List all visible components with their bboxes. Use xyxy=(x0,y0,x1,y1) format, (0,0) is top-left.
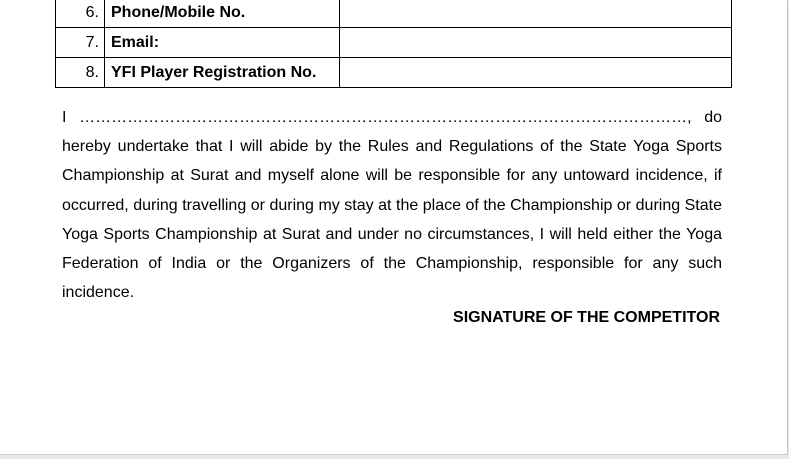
email-value-cell[interactable] xyxy=(340,28,732,58)
table-row-registration xyxy=(56,58,732,88)
registration-value-cell[interactable] xyxy=(340,58,732,88)
row-number: 6. xyxy=(56,0,105,28)
row-number: 7. xyxy=(56,28,105,58)
table-row-phone xyxy=(56,0,732,28)
phone-value-cell[interactable] xyxy=(340,0,732,28)
undertaking-paragraph: I ……………………………………………………………………………………………………, do hereby undertake that I will abide by the Rules and Regulations of the State Yoga Sports Championship at Surat and myself alone will be responsible for any untoward incidence, if occurred, during travelling or during my stay at the place of the Championship or during State Yoga Sports Championship at Surat and under no circumstances, I will held either the Yoga Federation of India or the Organizers of the Championship, responsible for any such incidence. xyxy=(62,109,722,302)
competitor-details-table xyxy=(55,0,732,88)
table-row-email xyxy=(56,28,732,58)
registration-label: YFI Player Registration No. xyxy=(105,58,340,88)
page-bottom-edge xyxy=(0,455,789,459)
signature-label: SIGNATURE OF THE COMPETITOR xyxy=(453,309,720,326)
row-number: 8. xyxy=(56,58,105,88)
phone-label: Phone/Mobile No. xyxy=(105,0,340,28)
email-label: Email: xyxy=(105,28,340,58)
